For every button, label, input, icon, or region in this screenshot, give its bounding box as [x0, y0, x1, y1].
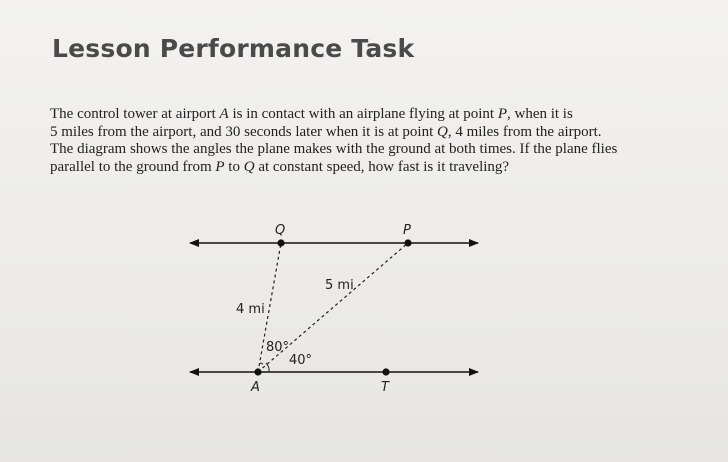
text-run: The control tower at airport: [50, 106, 220, 122]
point-P-dot: [404, 239, 411, 246]
text-run: , 4 miles from the airport.: [447, 123, 602, 140]
var-Q: Q: [243, 158, 255, 175]
label-Q: Q: [275, 223, 286, 238]
text-run: , when it is: [506, 106, 573, 122]
angle-arc-40: [266, 363, 269, 372]
label-angle-40: 40°: [289, 353, 313, 368]
point-A-dot: [254, 368, 261, 375]
angle-arc-80: [260, 363, 263, 364]
page-title: Lesson Performance Task: [52, 34, 415, 63]
label-T: T: [381, 380, 389, 395]
var-P: P: [215, 158, 225, 175]
var-A: A: [219, 106, 229, 122]
var-Q: Q: [437, 123, 448, 140]
point-Q-dot: [277, 239, 284, 246]
label-angle-80: 80°: [266, 340, 290, 355]
var-P: P: [497, 106, 507, 122]
label-A: A: [251, 380, 260, 395]
label-4mi: 4 mi: [236, 302, 265, 317]
text-run: to: [224, 158, 244, 175]
text-run: parallel to the ground from: [50, 158, 216, 175]
paragraph-line-3: The diagram shows the angles the plane makes with the ground at both times. If the plane flies: [50, 141, 618, 157]
point-T-dot: [382, 368, 389, 375]
text-run: 5 miles from the airport, and 30 seconds later when it is at point: [50, 123, 437, 140]
text-run: at constant speed, how fast is it traveling?: [254, 158, 510, 175]
label-P: P: [403, 223, 411, 238]
text-run: is in contact with an airplane flying at point: [228, 106, 498, 122]
label-5mi: 5 mi: [325, 278, 354, 293]
